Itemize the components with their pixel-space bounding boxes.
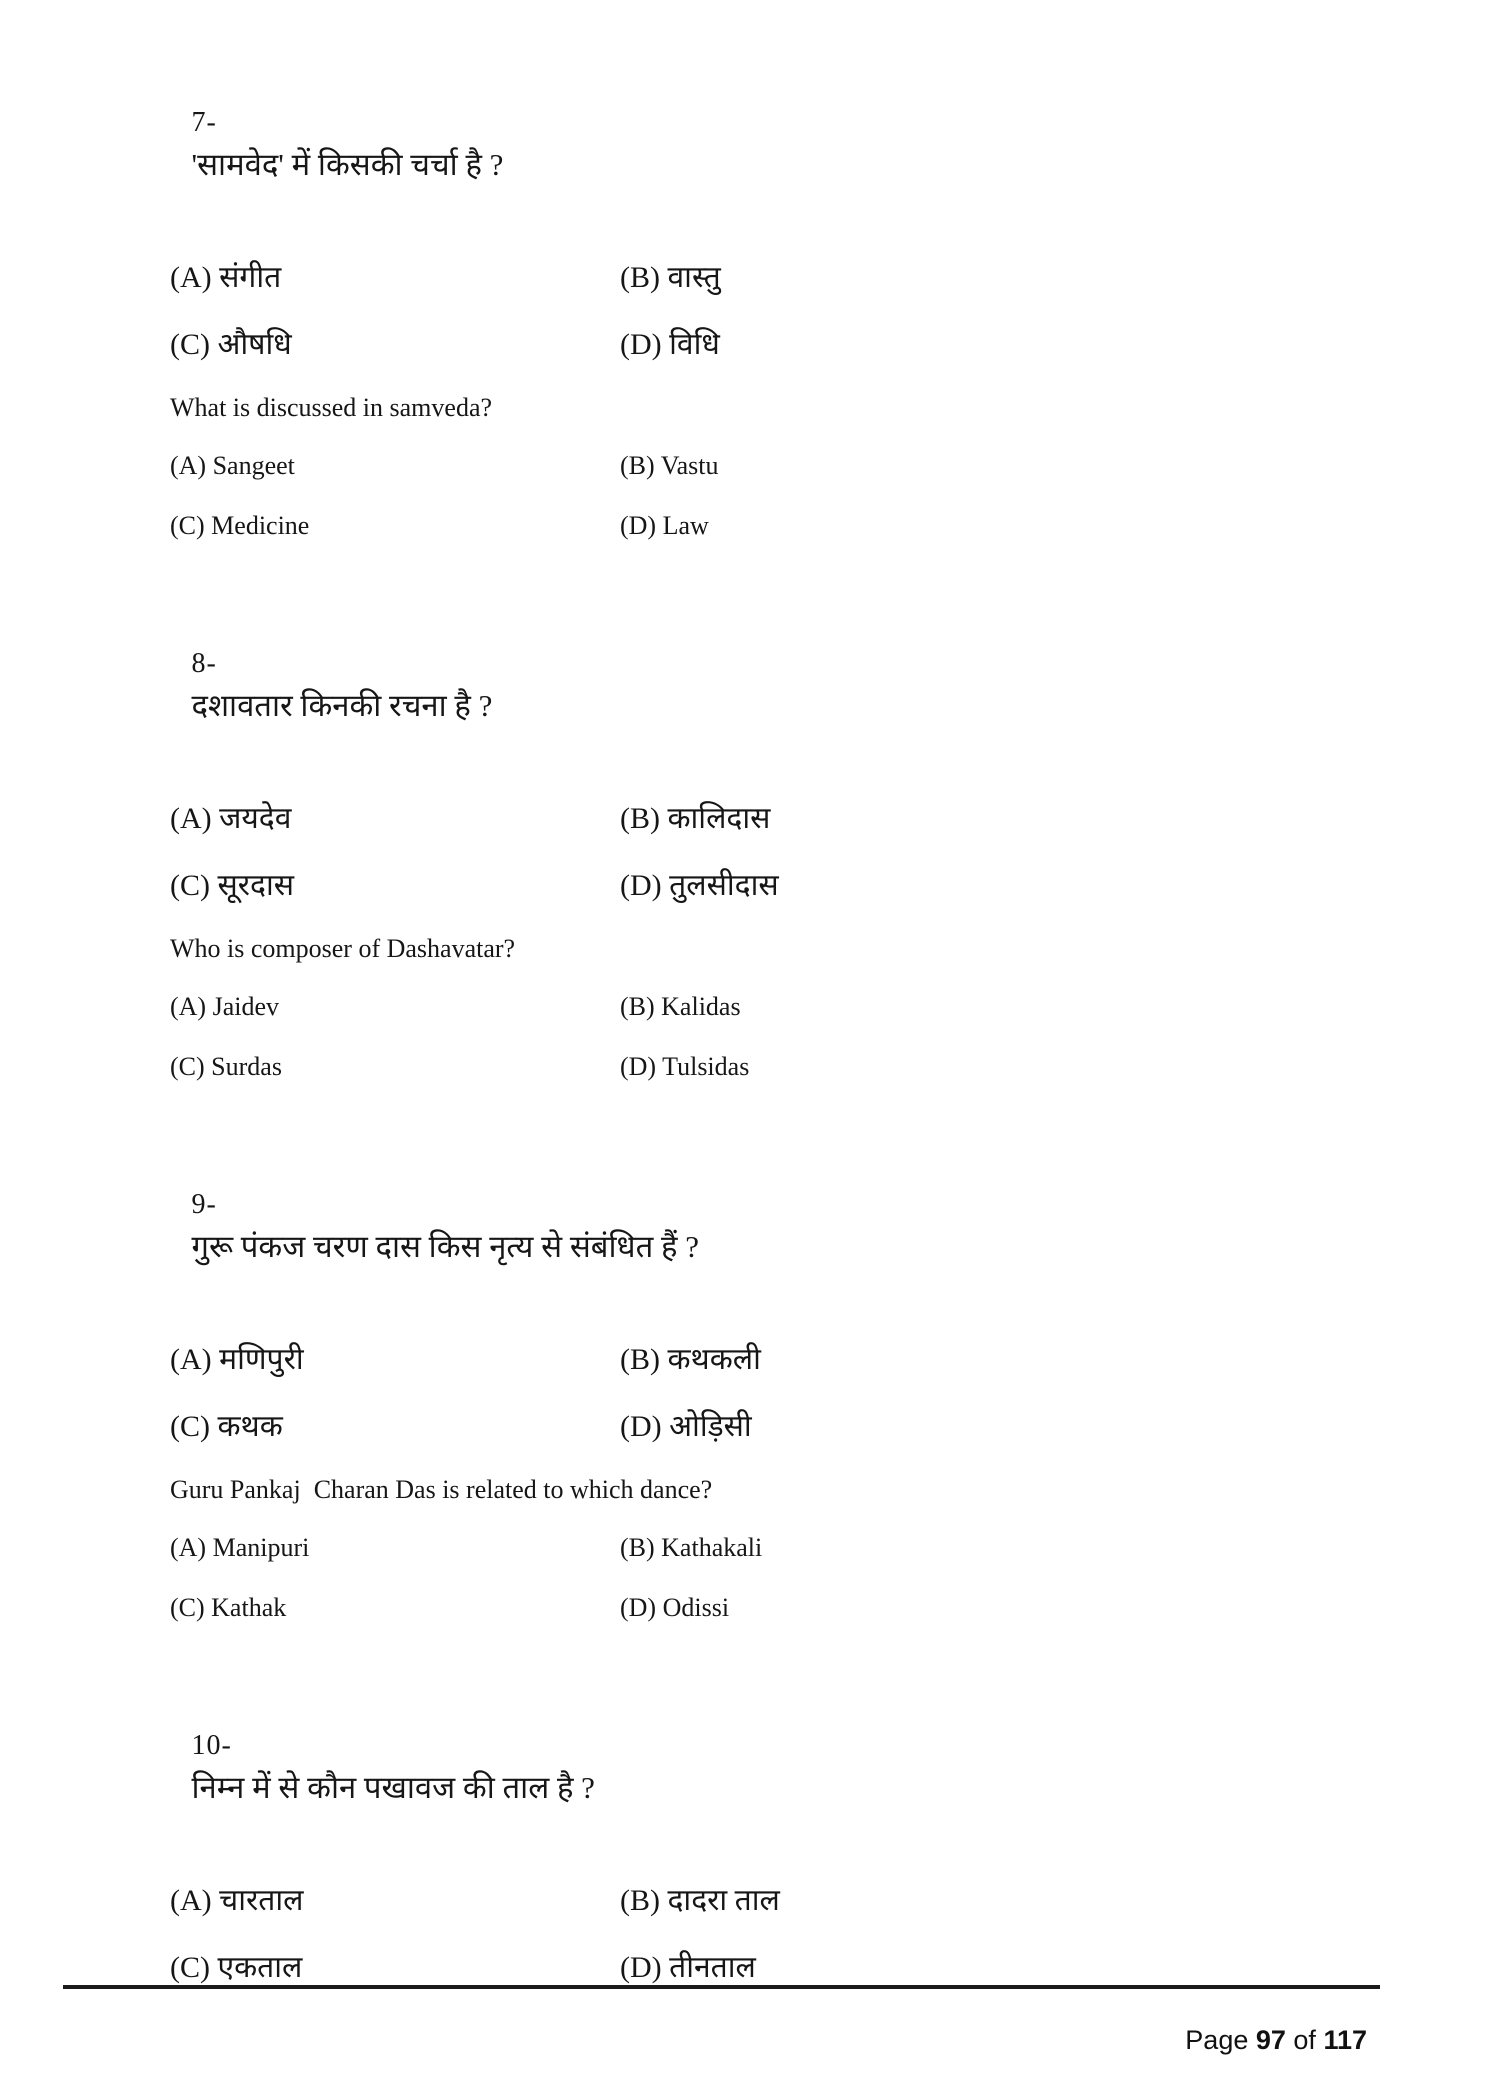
option-d-hindi: (D) तुलसीदास	[620, 869, 779, 902]
option-a-hindi: (A) चारताल	[170, 1884, 304, 1917]
question-text-hindi: निम्न में से कौन पखावज की ताल है ?	[191, 1770, 595, 1805]
option-c-hindi: (C) औषधि	[170, 328, 292, 361]
page-footer	[63, 1994, 1367, 2087]
option-d-hindi: (D) ओड़िसी	[620, 1410, 752, 1443]
option-b-hindi: (B) वास्तु	[620, 261, 721, 294]
question-text-hindi: 'सामवेद' में किसकी चर्चा है ?	[191, 147, 504, 182]
option-a-hindi: (A) मणिपुरी	[170, 1343, 304, 1376]
question-heading	[145, 599, 1505, 769]
question-heading	[145, 58, 1505, 228]
question-text-english: What is discussed in samveda?	[170, 393, 493, 422]
footer-of-label: of	[1285, 2025, 1324, 2055]
question-text-hindi: गुरू पंकज चरण दास किस नृत्य से संबंधित हैं ?	[191, 1229, 699, 1264]
hindi-options	[170, 258, 1505, 365]
option-d-hindi: (D) तीनताल	[620, 1951, 756, 1984]
option-d-hindi: (D) विधि	[620, 328, 720, 361]
option-a-english: (A) Jaidev	[170, 992, 280, 1021]
question-block-7	[0, 58, 1505, 543]
option-c-english: (C) Surdas	[170, 1052, 282, 1081]
footer-page-number: 97	[1255, 2025, 1286, 2055]
option-a-hindi: (A) जयदेव	[170, 802, 292, 835]
option-c-english: (C) Medicine	[170, 511, 310, 540]
question-number: 9-	[191, 1189, 217, 1220]
question-text-english: Guru Pankaj Charan Das is related to which dance?	[170, 1475, 713, 1504]
option-c-english: (C) Kathak	[170, 1593, 287, 1622]
option-d-english: (D) Odissi	[620, 1593, 730, 1622]
english-options	[170, 449, 1505, 543]
question-block-8	[0, 599, 1505, 1084]
option-b-english: (B) Kathakali	[620, 1533, 763, 1562]
option-a-hindi: (A) संगीत	[170, 261, 282, 294]
hindi-options	[170, 1340, 1505, 1447]
option-b-hindi: (B) कथकली	[620, 1343, 761, 1376]
question-text-english: Who is composer of Dashavatar?	[170, 934, 516, 963]
option-d-english: (D) Tulsidas	[620, 1052, 750, 1081]
question-number: 7-	[191, 107, 217, 138]
option-c-hindi: (C) कथक	[170, 1410, 283, 1443]
footer-divider	[63, 1985, 1380, 1989]
question-heading	[145, 1140, 1505, 1310]
option-b-english: (B) Vastu	[620, 451, 719, 480]
question-number: 8-	[191, 648, 217, 679]
english-options	[170, 1531, 1505, 1625]
question-block-9	[0, 1140, 1505, 1625]
question-block-10	[0, 1681, 1505, 1988]
option-b-hindi: (B) कालिदास	[620, 802, 771, 835]
option-a-english: (A) Manipuri	[170, 1533, 310, 1562]
hindi-options	[170, 799, 1505, 906]
footer-total-pages: 117	[1323, 2025, 1367, 2055]
option-c-hindi: (C) सूरदास	[170, 869, 295, 902]
hindi-options	[170, 1881, 1505, 1988]
option-d-english: (D) Law	[620, 511, 709, 540]
question-text-hindi: दशावतार किनकी रचना है ?	[191, 688, 493, 723]
option-b-hindi: (B) दादरा ताल	[620, 1884, 780, 1917]
option-b-english: (B) Kalidas	[620, 992, 741, 1021]
question-number: 10-	[191, 1730, 232, 1761]
option-c-hindi: (C) एकताल	[170, 1951, 303, 1984]
english-options	[170, 990, 1505, 1084]
footer-page-label: Page	[1185, 2025, 1256, 2055]
question-heading	[145, 1681, 1505, 1851]
option-a-english: (A) Sangeet	[170, 451, 295, 480]
